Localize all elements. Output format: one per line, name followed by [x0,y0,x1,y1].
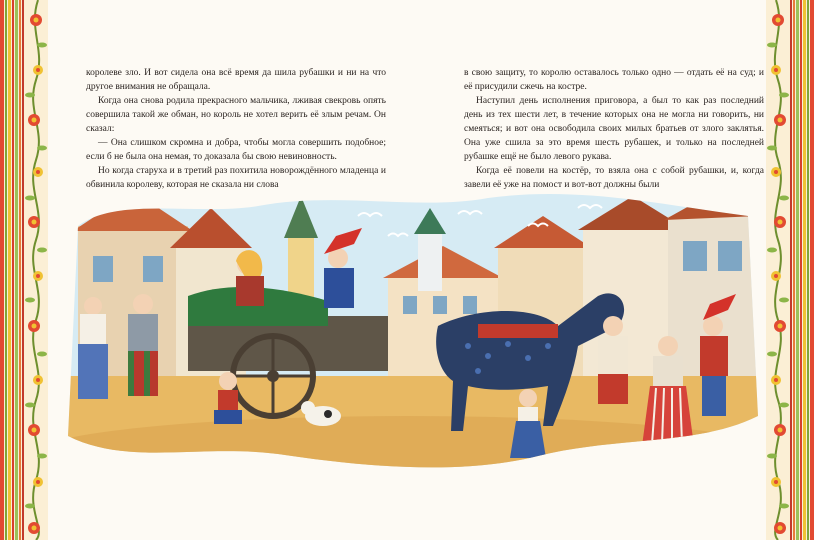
left-page-text [86,66,386,192]
paragraph: в свою защиту, то королю оставалось только одно — отдать её на суд; и её присудили сжечь на костре. [464,68,764,92]
right-page-text [464,66,764,192]
market-square-illustration [58,186,760,486]
paragraph: — Она слишком скромна и добра, чтобы могла совершить подобное; если б не была она немая, то доказала бы свою невиновность. [86,138,386,162]
paragraph: Когда она снова родила прекрасного мальчика, лживая свекровь опять совершила такой же обман, но король не хотел верить её злым речам. Он сказал: [86,96,386,134]
paragraph: Но когда старуха и в третий раз похитила новорождённого младенца и обвинила королеву, которая не сказала ни слова [86,166,386,190]
decorative-border-left [0,0,48,540]
paragraph: королеве зло. И вот сидела она всё время да шила рубашки и ни на что другое внимания не обращала. [86,68,386,92]
decorative-border-right [766,0,814,540]
paragraph: Когда её повели на костёр, то взяла она с собой рубашки, и, когда завели её уже на помост и вот-вот должны были [464,166,764,190]
paragraph: Наступил день исполнения приговора, а был то как раз последний день из тех шести лет, в течение которых она не могла ни говорить, ни смеяться; и вот она освободила своих милых братьев от злого заклятья. Она уже сшила за это время шесть рубашек, и только на последней рубашке ещё не было левого рукава. [464,96,764,162]
